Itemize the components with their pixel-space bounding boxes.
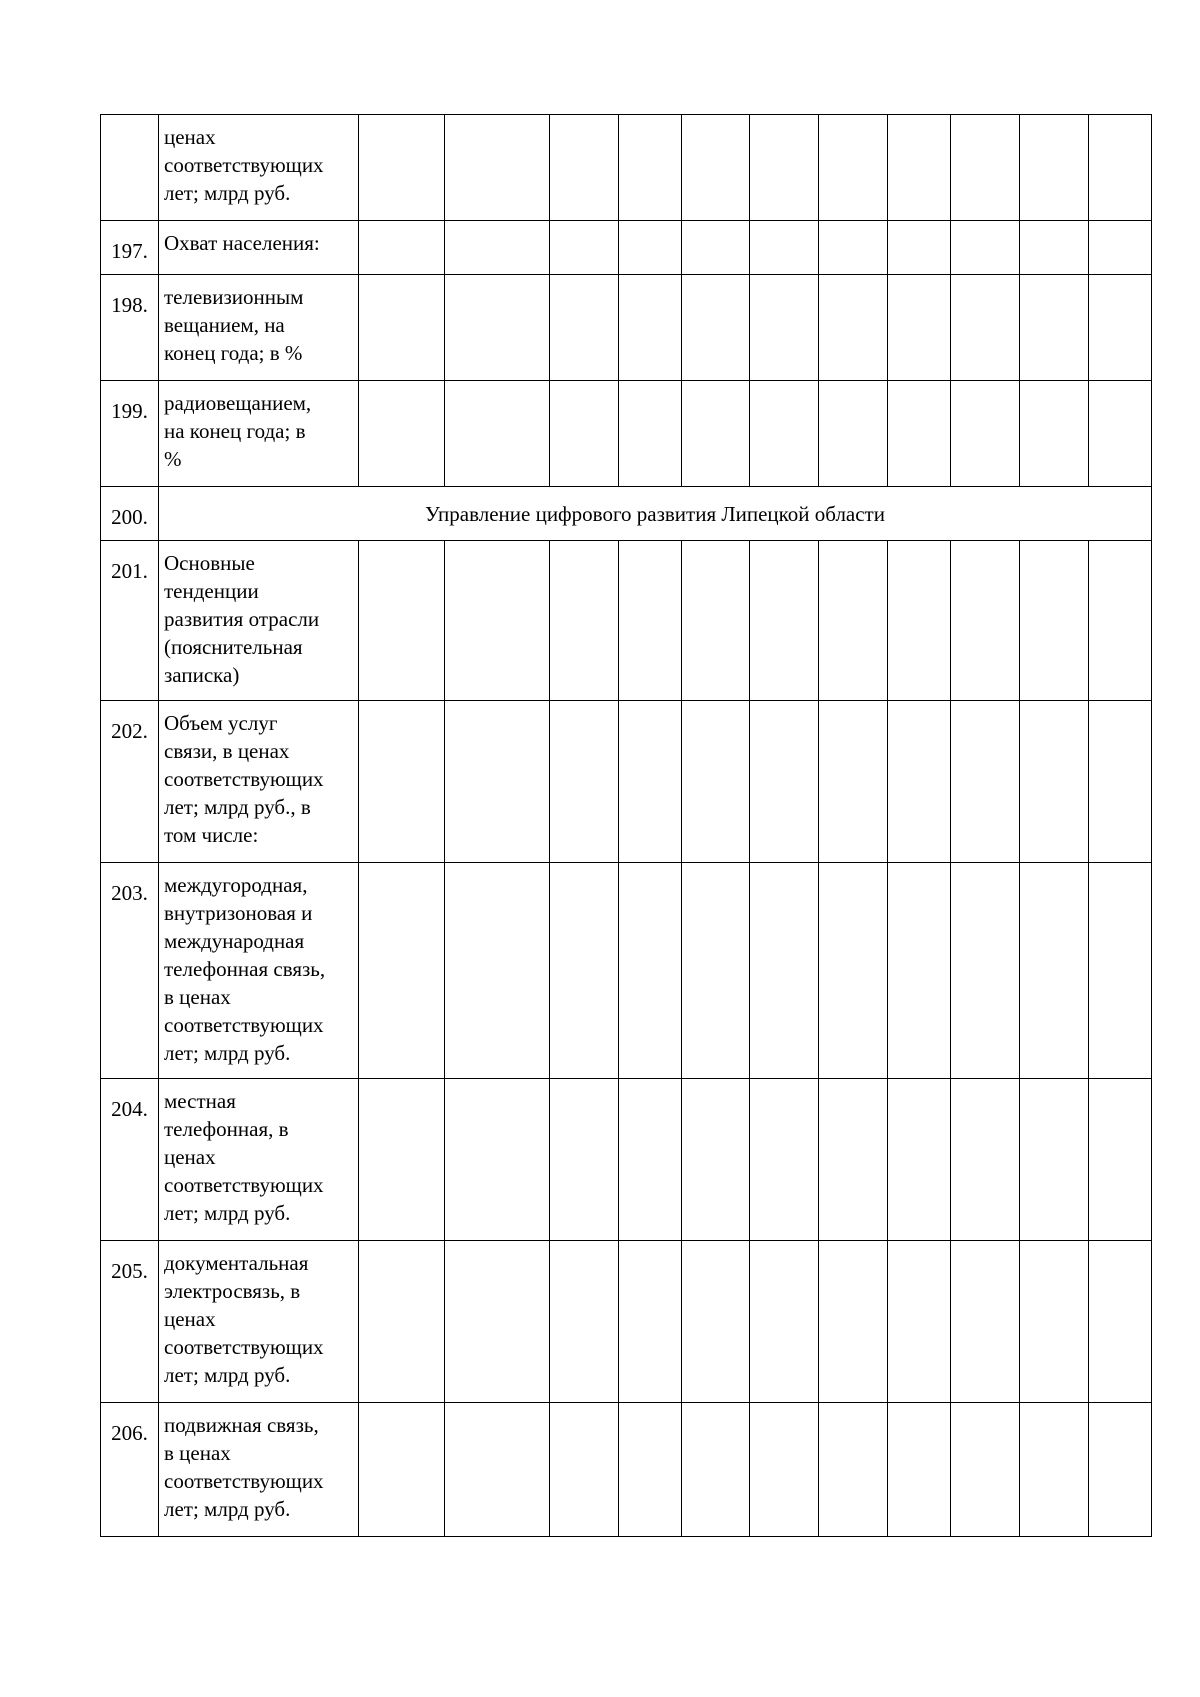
value-cell: [1020, 381, 1089, 487]
value-cell: [619, 863, 682, 1079]
value-cell: [445, 1241, 550, 1403]
value-cell: [682, 275, 750, 381]
row-number: 201.: [101, 541, 159, 701]
table-row: [101, 381, 1152, 487]
table-row: [101, 115, 1152, 221]
value-cell: [750, 221, 819, 275]
indicator-name: телевизионным вещанием, на конец года; в %: [159, 275, 359, 381]
value-cell: [619, 1079, 682, 1241]
value-cell: [819, 701, 888, 863]
indicators-table: [100, 114, 1152, 1537]
value-cell: [682, 1241, 750, 1403]
section-title: Управление цифрового развития Липецкой области: [159, 487, 1152, 541]
indicator-name: ценах соответствующих лет; млрд руб.: [159, 115, 359, 221]
value-cell: [550, 701, 619, 863]
value-cell: [445, 115, 550, 221]
value-cell: [750, 381, 819, 487]
value-cell: [359, 115, 445, 221]
value-cell: [1020, 1403, 1089, 1537]
value-cell: [445, 701, 550, 863]
table-row: [101, 1241, 1152, 1403]
table-row: [101, 275, 1152, 381]
value-cell: [951, 275, 1020, 381]
value-cell: [888, 863, 951, 1079]
value-cell: [888, 1403, 951, 1537]
value-cell: [619, 1241, 682, 1403]
value-cell: [359, 221, 445, 275]
value-cell: [682, 221, 750, 275]
value-cell: [359, 1403, 445, 1537]
value-cell: [750, 115, 819, 221]
row-number: 202.: [101, 701, 159, 863]
value-cell: [1020, 221, 1089, 275]
value-cell: [951, 863, 1020, 1079]
indicator-name: документальная электросвязь, в ценах соответствующих лет; млрд руб.: [159, 1241, 359, 1403]
value-cell: [1089, 863, 1152, 1079]
value-cell: [888, 275, 951, 381]
value-cell: [682, 541, 750, 701]
value-cell: [819, 221, 888, 275]
value-cell: [359, 1079, 445, 1241]
value-cell: [359, 1241, 445, 1403]
value-cell: [445, 863, 550, 1079]
value-cell: [750, 541, 819, 701]
value-cell: [550, 863, 619, 1079]
indicator-name: Объем услуг связи, в ценах соответствующих лет; млрд руб., в том числе:: [159, 701, 359, 863]
value-cell: [682, 863, 750, 1079]
value-cell: [359, 381, 445, 487]
value-cell: [750, 701, 819, 863]
table-row: [101, 863, 1152, 1079]
value-cell: [1089, 541, 1152, 701]
value-cell: [1089, 275, 1152, 381]
value-cell: [888, 701, 951, 863]
value-cell: [819, 381, 888, 487]
value-cell: [951, 221, 1020, 275]
value-cell: [359, 541, 445, 701]
row-number: 199.: [101, 381, 159, 487]
value-cell: [445, 221, 550, 275]
value-cell: [951, 1079, 1020, 1241]
indicator-name: подвижная связь, в ценах соответствующих лет; млрд руб.: [159, 1403, 359, 1537]
value-cell: [819, 1241, 888, 1403]
value-cell: [445, 1079, 550, 1241]
value-cell: [619, 221, 682, 275]
value-cell: [951, 1403, 1020, 1537]
indicator-name: Основные тенденции развития отрасли (пояснительная записка): [159, 541, 359, 701]
value-cell: [888, 541, 951, 701]
value-cell: [1020, 863, 1089, 1079]
value-cell: [619, 115, 682, 221]
section-row: [101, 487, 1152, 541]
value-cell: [750, 1241, 819, 1403]
value-cell: [682, 1403, 750, 1537]
value-cell: [550, 1079, 619, 1241]
value-cell: [888, 381, 951, 487]
row-number: 198.: [101, 275, 159, 381]
table-row: [101, 701, 1152, 863]
row-number: 204.: [101, 1079, 159, 1241]
value-cell: [819, 275, 888, 381]
indicator-name: местная телефонная, в ценах соответствующих лет; млрд руб.: [159, 1079, 359, 1241]
value-cell: [951, 381, 1020, 487]
table-row: [101, 1403, 1152, 1537]
table-row: [101, 541, 1152, 701]
value-cell: [951, 115, 1020, 221]
value-cell: [445, 1403, 550, 1537]
value-cell: [359, 275, 445, 381]
value-cell: [1089, 381, 1152, 487]
value-cell: [550, 381, 619, 487]
table-row: [101, 1079, 1152, 1241]
row-number: 200.: [101, 487, 159, 541]
value-cell: [819, 863, 888, 1079]
table-row: [101, 221, 1152, 275]
value-cell: [1089, 1403, 1152, 1537]
value-cell: [750, 1403, 819, 1537]
value-cell: [1020, 275, 1089, 381]
value-cell: [750, 863, 819, 1079]
value-cell: [1089, 1079, 1152, 1241]
indicator-name: Охват населения:: [159, 221, 359, 275]
value-cell: [619, 1403, 682, 1537]
value-cell: [819, 1403, 888, 1537]
value-cell: [550, 221, 619, 275]
value-cell: [750, 275, 819, 381]
value-cell: [682, 1079, 750, 1241]
row-number: 203.: [101, 863, 159, 1079]
value-cell: [445, 275, 550, 381]
value-cell: [550, 1403, 619, 1537]
value-cell: [951, 541, 1020, 701]
value-cell: [1020, 541, 1089, 701]
value-cell: [619, 541, 682, 701]
value-cell: [888, 1241, 951, 1403]
value-cell: [682, 381, 750, 487]
value-cell: [682, 701, 750, 863]
value-cell: [1020, 1079, 1089, 1241]
value-cell: [445, 541, 550, 701]
value-cell: [619, 381, 682, 487]
value-cell: [1020, 115, 1089, 221]
value-cell: [359, 701, 445, 863]
value-cell: [951, 1241, 1020, 1403]
value-cell: [359, 863, 445, 1079]
value-cell: [888, 1079, 951, 1241]
value-cell: [819, 115, 888, 221]
value-cell: [1089, 701, 1152, 863]
indicator-name: междугородная, внутризоновая и международная телефонная связь, в ценах соответствующих лет; млрд руб.: [159, 863, 359, 1079]
indicator-name: радиовещанием, на конец года; в %: [159, 381, 359, 487]
value-cell: [819, 1079, 888, 1241]
row-number: [101, 115, 159, 221]
row-number: 197.: [101, 221, 159, 275]
value-cell: [550, 1241, 619, 1403]
value-cell: [1089, 115, 1152, 221]
value-cell: [951, 701, 1020, 863]
row-number: 205.: [101, 1241, 159, 1403]
value-cell: [1020, 701, 1089, 863]
value-cell: [682, 115, 750, 221]
value-cell: [619, 701, 682, 863]
value-cell: [888, 221, 951, 275]
value-cell: [888, 115, 951, 221]
value-cell: [819, 541, 888, 701]
value-cell: [550, 541, 619, 701]
value-cell: [1089, 221, 1152, 275]
value-cell: [550, 115, 619, 221]
value-cell: [1020, 1241, 1089, 1403]
value-cell: [619, 275, 682, 381]
value-cell: [1089, 1241, 1152, 1403]
value-cell: [550, 275, 619, 381]
row-number: 206.: [101, 1403, 159, 1537]
value-cell: [750, 1079, 819, 1241]
value-cell: [445, 381, 550, 487]
